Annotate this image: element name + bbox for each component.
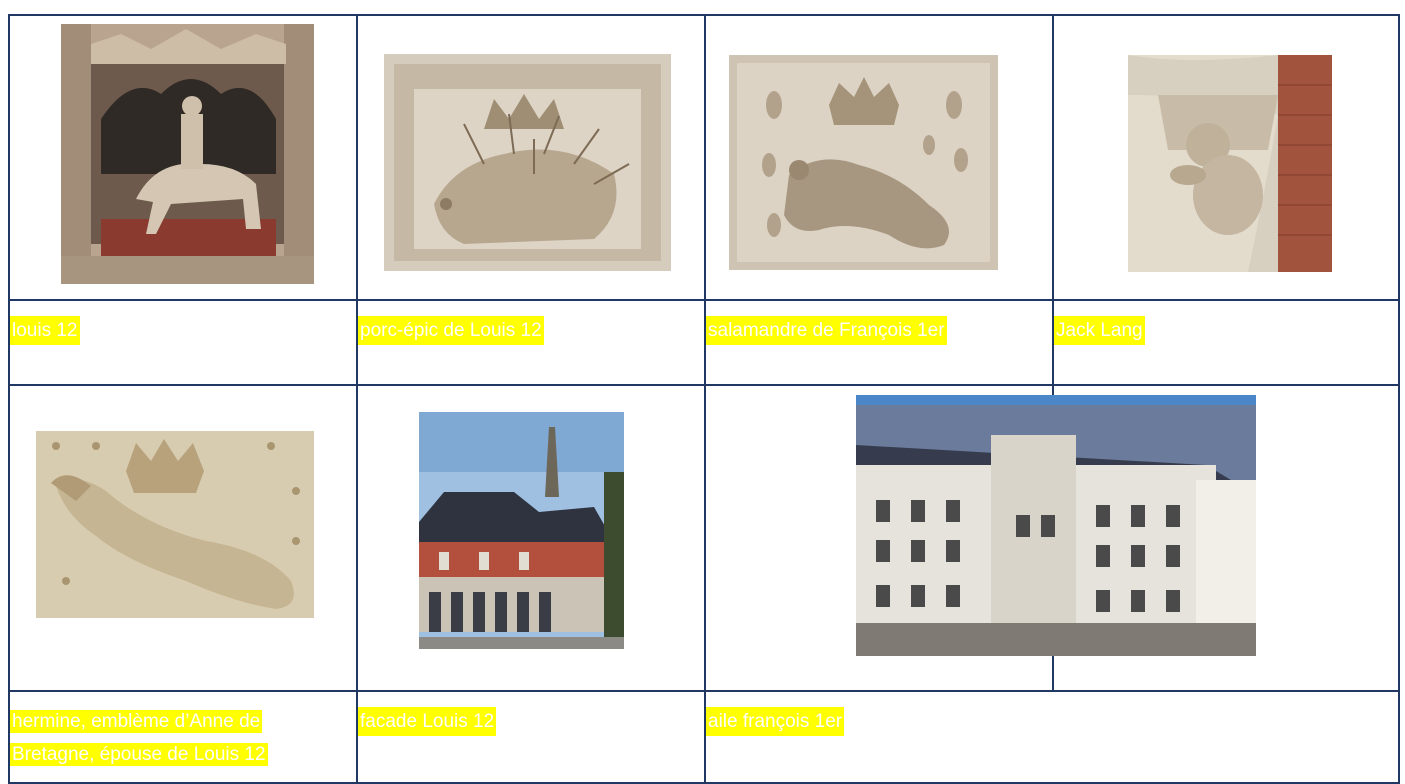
- table-border-left: [8, 14, 10, 784]
- caption-facade-louis-12: facade Louis 12: [358, 707, 496, 736]
- louis-xii-equestrian-statue-image: [61, 24, 314, 284]
- table-divider-2: [704, 14, 706, 784]
- louis-xii-wing-facade-photo: [419, 412, 624, 649]
- caption-salamandre: salamandre de François 1er: [706, 316, 947, 345]
- porcupine-relief-image: [384, 54, 671, 271]
- ermine-relief-image: [36, 431, 314, 618]
- table-divider-1: [356, 14, 358, 784]
- table-border-right: [1398, 14, 1400, 784]
- caption-hermine-line-1: hermine, emblème d’Anne de: [12, 711, 261, 732]
- caption-hermine: [10, 705, 350, 771]
- salamander-relief-image: [729, 55, 998, 270]
- francois-i-wing-photo: [856, 395, 1256, 656]
- caption-jack-lang: Jack Lang: [1054, 316, 1145, 345]
- caption-louis-12: louis 12: [10, 316, 80, 345]
- putto-corbel-sculpture-image: [1128, 55, 1332, 272]
- caption-aile-francois: aile françois 1er: [706, 707, 844, 736]
- caption-porc-epic: porc-épic de Louis 12: [358, 316, 544, 345]
- caption-hermine-line-2: Bretagne, épouse de Louis 12: [12, 744, 266, 765]
